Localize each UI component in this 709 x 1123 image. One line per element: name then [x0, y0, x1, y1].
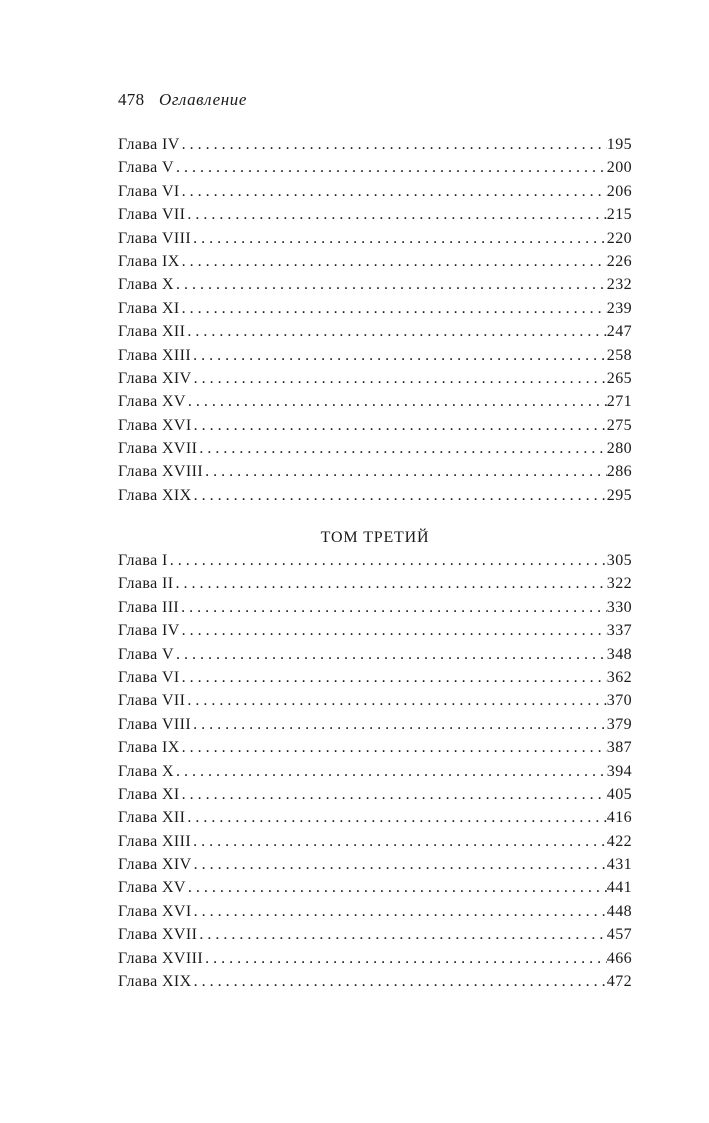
toc-entry — [118, 716, 632, 739]
toc-entry-page: 295 — [606, 486, 632, 504]
toc-entry-label: Глава XI — [118, 299, 180, 317]
toc-entry — [118, 809, 632, 832]
toc-entry-label: Глава XIV — [118, 369, 192, 387]
dot-leader — [192, 487, 607, 505]
toc-entry-page: 348 — [606, 645, 632, 663]
toc-entry — [118, 370, 632, 393]
toc-entry-page: 305 — [606, 552, 632, 569]
toc-entry-label: Глава I — [118, 552, 168, 569]
toc-entry-label: Глава XII — [118, 809, 186, 827]
toc-entry-label: Глава VII — [118, 692, 186, 710]
toc-entry — [118, 393, 632, 416]
toc-entry-label: Глава XVI — [118, 416, 192, 434]
toc-entry-page: 271 — [606, 393, 632, 411]
toc-entry-page: 448 — [606, 902, 632, 920]
dot-leader — [192, 417, 607, 435]
dot-leader — [186, 393, 607, 411]
toc-entry-page: 206 — [606, 182, 632, 200]
dot-leader — [174, 159, 607, 177]
toc-entry — [118, 646, 632, 669]
toc-entry — [118, 253, 632, 276]
toc-entry-label: Глава VIII — [118, 229, 192, 247]
toc-entry — [118, 599, 632, 622]
toc-entry — [118, 183, 632, 206]
toc-entry-label: Глава XVIII — [118, 463, 204, 481]
dot-leader — [185, 323, 606, 341]
toc-entry-page: 232 — [606, 276, 632, 294]
dot-leader — [174, 763, 607, 781]
dot-leader — [180, 136, 607, 154]
toc-entry-page: 466 — [606, 949, 632, 967]
dot-leader — [180, 300, 607, 318]
toc-entry-label: Глава XIV — [118, 856, 192, 874]
toc-entry — [118, 856, 632, 879]
dot-leader — [191, 347, 607, 365]
dot-leader — [180, 183, 607, 201]
toc-entry-label: Глава IV — [118, 136, 180, 153]
page-number: 478 — [118, 90, 145, 109]
dot-leader — [197, 926, 606, 944]
toc-entry — [118, 417, 632, 440]
toc-entry-label: Глава XII — [118, 323, 186, 341]
dot-leader — [173, 575, 606, 593]
toc-entry-page: 280 — [606, 440, 632, 458]
dot-leader — [203, 950, 607, 968]
toc-entry-page: 239 — [606, 299, 632, 317]
toc-entry-page: 472 — [606, 973, 632, 991]
running-head — [118, 90, 247, 110]
toc-entry-label: Глава VI — [118, 668, 180, 686]
toc-entry-page: 362 — [606, 668, 632, 686]
toc-entry-label: Глава XVII — [118, 440, 198, 458]
toc-entry-page: 247 — [606, 323, 632, 341]
dot-leader — [179, 599, 607, 617]
toc-entry-label: Глава XVIII — [118, 949, 204, 967]
toc-entry-page: 422 — [606, 832, 632, 850]
toc-entry-page: 265 — [606, 369, 632, 387]
toc-entry-page: 416 — [606, 809, 632, 827]
toc-entry-page: 405 — [606, 785, 632, 803]
dot-leader — [180, 739, 607, 757]
toc-entry-page: 337 — [606, 622, 632, 640]
toc-entry-page: 200 — [606, 159, 632, 177]
toc-entry-label: Глава XIX — [118, 973, 192, 991]
toc-entry-label: Глава V — [118, 645, 174, 663]
dot-leader — [191, 716, 607, 734]
toc-entry-label: Глава II — [118, 575, 174, 593]
dot-leader — [203, 463, 607, 481]
toc-entry-page: 220 — [606, 229, 632, 247]
toc-entry — [118, 903, 632, 926]
toc-entry — [118, 159, 632, 182]
toc-entry — [118, 950, 632, 973]
toc-entry — [118, 323, 632, 346]
toc-entry — [118, 136, 632, 159]
toc-entry-label: Глава IX — [118, 252, 180, 270]
toc-entry-label: Глава VII — [118, 206, 186, 224]
section-title: Оглавление — [158, 90, 248, 109]
toc-entry-label: Глава VIII — [118, 715, 192, 733]
toc-entry — [118, 786, 632, 809]
dot-leader — [185, 692, 606, 710]
toc-entry-label: Глава XV — [118, 393, 186, 411]
part-three-title: ТОМ ТРЕТИЙ — [320, 529, 430, 546]
toc-entry — [118, 763, 632, 786]
toc-entry-label: Глава III — [118, 598, 180, 616]
toc-entry — [118, 973, 632, 996]
toc-entry — [118, 833, 632, 856]
dot-leader — [180, 786, 607, 804]
dot-leader — [174, 276, 607, 294]
dot-leader — [192, 370, 607, 388]
toc-entry-label: Глава XIII — [118, 346, 192, 364]
dot-leader — [191, 833, 607, 851]
toc-entry — [118, 879, 632, 902]
toc-entry — [118, 669, 632, 692]
toc-entry-label: Глава IX — [118, 739, 180, 757]
toc-entry — [118, 300, 632, 323]
dot-leader — [174, 646, 607, 664]
toc-entry-page: 457 — [606, 926, 632, 944]
dot-leader — [185, 206, 606, 224]
dot-leader — [192, 903, 607, 921]
toc-entry-label: Глава XIX — [118, 486, 192, 504]
toc-entry-label: Глава IV — [118, 622, 180, 640]
toc-entry — [118, 440, 632, 463]
toc-entry — [118, 575, 632, 598]
toc-entry-page: 431 — [606, 856, 632, 874]
dot-leader — [186, 879, 607, 897]
toc-part-two-list — [118, 136, 632, 510]
toc-entry — [118, 552, 632, 575]
toc-entry-page: 286 — [606, 463, 632, 481]
toc-entry-label: Глава X — [118, 276, 174, 294]
toc-entry-page: 441 — [606, 879, 632, 897]
toc-entry-label: Глава V — [118, 159, 174, 177]
toc-entry-page: 258 — [606, 346, 632, 364]
toc-entry-label: Глава X — [118, 762, 174, 780]
toc-entry — [118, 739, 632, 762]
toc-entry-page: 275 — [606, 416, 632, 434]
toc-part-three-list — [118, 552, 632, 996]
toc-entry-label: Глава XVII — [118, 926, 198, 944]
toc-entry — [118, 276, 632, 299]
toc-entry — [118, 230, 632, 253]
toc-entry-page: 226 — [606, 252, 632, 270]
toc-entry-page: 387 — [606, 739, 632, 757]
toc-entry-label: Глава XIII — [118, 832, 192, 850]
toc-entry-page: 379 — [606, 715, 632, 733]
toc-entry — [118, 206, 632, 229]
dot-leader — [197, 440, 606, 458]
dot-leader — [191, 230, 607, 248]
dot-leader — [180, 669, 607, 687]
toc-entry-page: 215 — [606, 206, 632, 224]
toc-entry — [118, 347, 632, 370]
toc-entry-page: 330 — [606, 598, 632, 616]
dot-leader — [168, 552, 607, 570]
toc-entry-label: Глава VI — [118, 182, 180, 200]
toc-entry-page: 370 — [606, 692, 632, 710]
toc-entry-page: 394 — [606, 762, 632, 780]
toc-entry-page: 322 — [606, 575, 632, 593]
toc-entry-label: Глава XVI — [118, 902, 192, 920]
dot-leader — [180, 622, 607, 640]
dot-leader — [192, 973, 607, 991]
toc-entry — [118, 692, 632, 715]
toc-entry — [118, 622, 632, 645]
toc-entry — [118, 487, 632, 510]
toc-entry — [118, 463, 632, 486]
toc-entry-page: 195 — [606, 136, 632, 153]
dot-leader — [180, 253, 607, 271]
toc-entry-label: Глава XV — [118, 879, 186, 897]
toc-entry-label: Глава XI — [118, 785, 180, 803]
dot-leader — [185, 809, 606, 827]
dot-leader — [192, 856, 607, 874]
toc-entry — [118, 926, 632, 949]
